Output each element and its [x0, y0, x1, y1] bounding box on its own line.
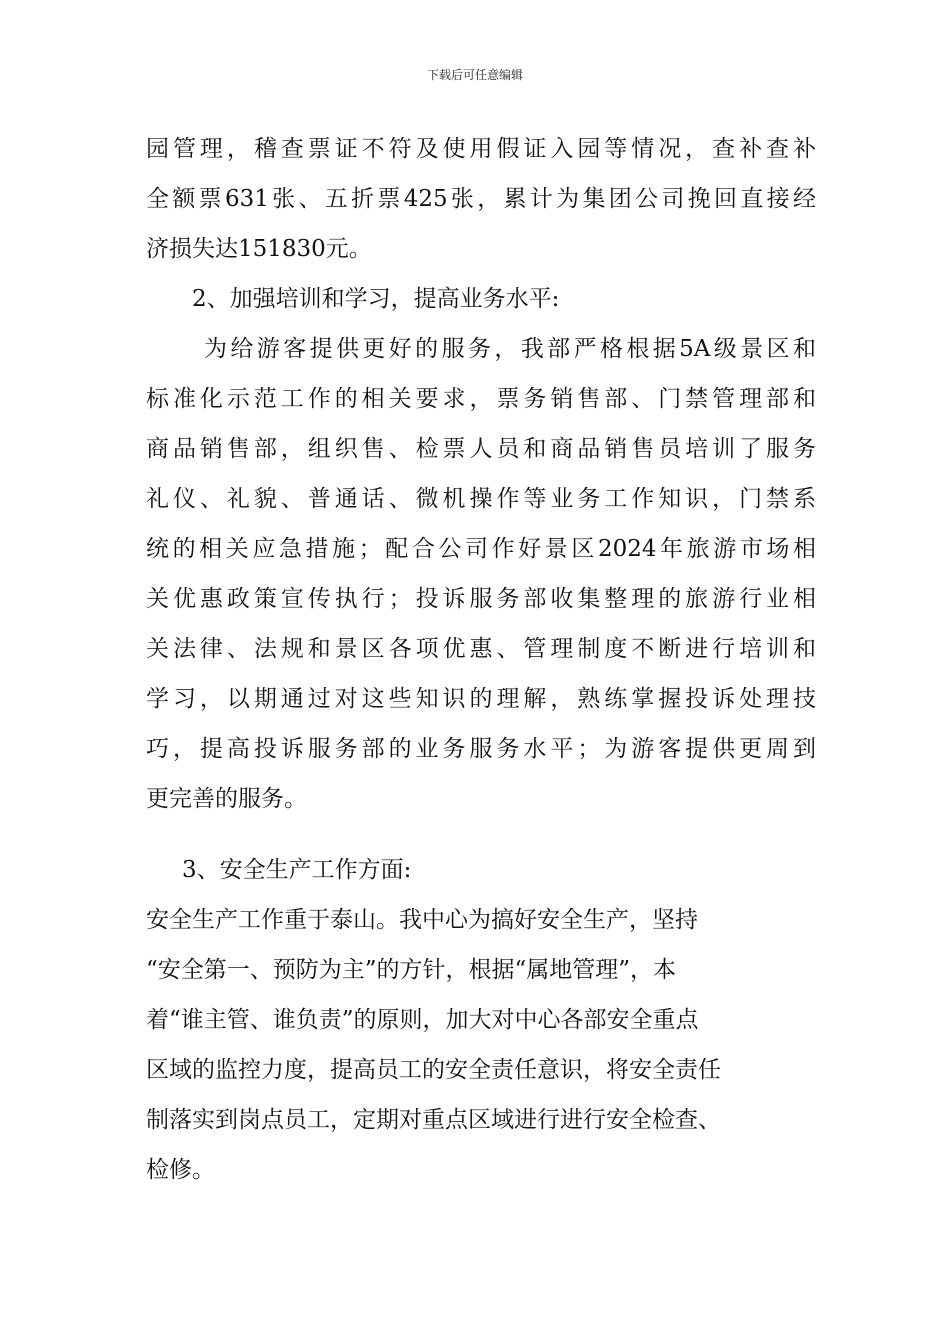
section-training [146, 274, 816, 824]
text-line: 统的相关应急措施；配合公司作好景区2024年旅游市场相 [146, 536, 816, 562]
text-line: 学习，以期通过对这些知识的理解，熟练掌握投诉处理技 [146, 686, 816, 712]
text-line: “安全第一、预防为主”的方针，根据“属地管理”，本 [146, 957, 677, 983]
text-line: 巧，提高投诉服务部的业务服务水平；为游客提供更周到 [146, 736, 816, 762]
text-line: 标准化示范工作的相关要求，票务销售部、门禁管理部和 [146, 386, 816, 412]
paragraph-ticket-inspection [146, 124, 816, 274]
text-line: 检修。 [146, 1157, 215, 1183]
text-line: 更完善的服务。 [146, 786, 307, 812]
section-heading-safety: 3、安全生产工作方面: [182, 857, 412, 883]
text-line: 全额票631张、五折票425张，累计为集团公司挽回直接经 [146, 186, 816, 212]
text-line: 着“谁主管、谁负责”的原则，加大对中心各部安全重点 [146, 1007, 699, 1033]
text-line: 为给游客提供更好的服务，我部严格根据5A级景区和 [204, 336, 816, 362]
section-safety [146, 845, 786, 1195]
text-line: 关法律、法规和景区各项优惠、管理制度不断进行培训和 [146, 636, 816, 662]
text-line: 安全生产工作重于泰山。我中心为搞好安全生产，坚持 [146, 907, 698, 933]
text-line: 区域的监控力度，提高员工的安全责任意识，将安全责任 [146, 1057, 721, 1083]
text-line: 园管理，稽查票证不符及使用假证入园等情况，查补查补 [146, 136, 816, 162]
page-header: 下载后可任意编辑 [426, 68, 523, 82]
section-heading-training: 2、加强培训和学习，提高业务水平: [192, 286, 560, 312]
text-line: 制落实到岗点员工，定期对重点区域进行进行安全检查、 [146, 1107, 721, 1133]
text-line: 商品销售部，组织售、检票人员和商品销售员培训了服务 [146, 436, 816, 462]
text-line: 关优惠政策宣传执行；投诉服务部收集整理的旅游行业相 [146, 586, 816, 612]
text-line: 礼仪、礼貌、普通话、微机操作等业务工作知识，门禁系 [146, 486, 816, 512]
text-line: 济损失达151830元。 [146, 236, 372, 262]
